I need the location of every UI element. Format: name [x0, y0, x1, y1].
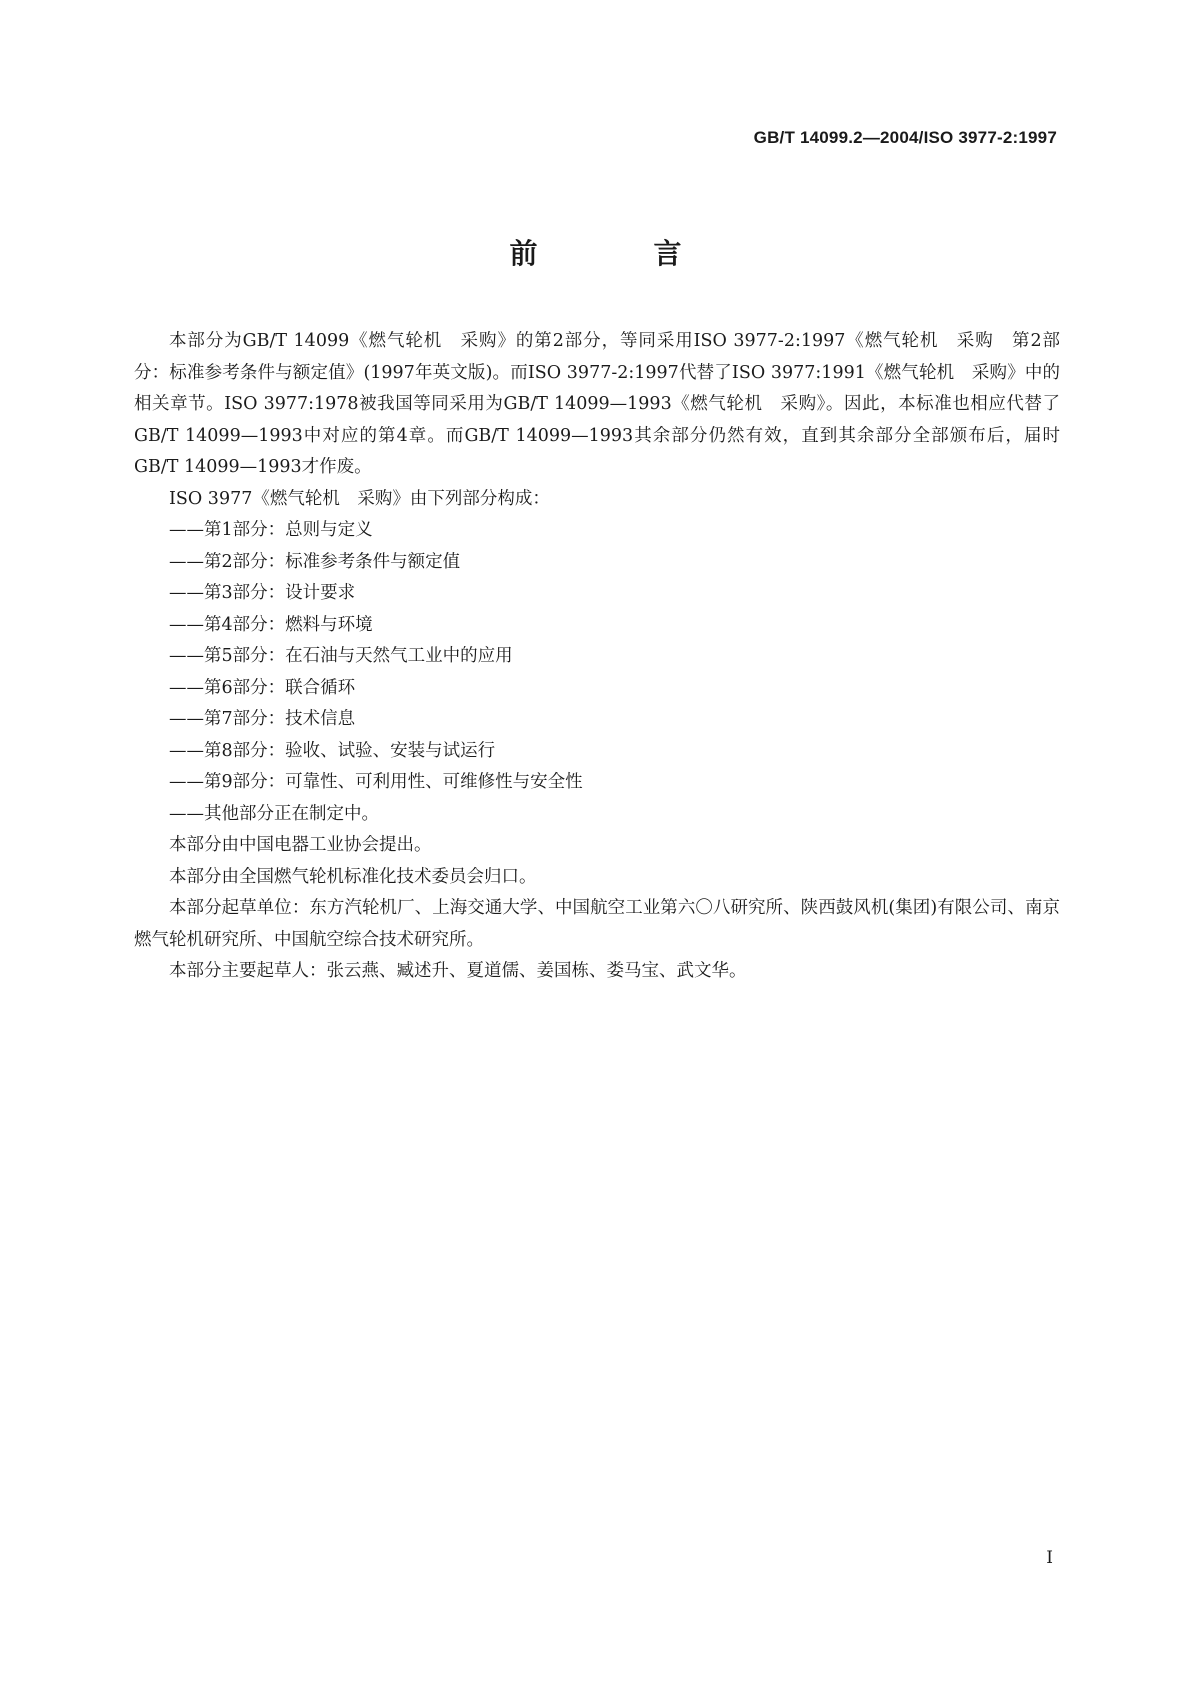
list-item: ——第4部分：燃料与环境: [169, 614, 373, 635]
list-item: ——第8部分：验收、试验、安装与试运行: [169, 740, 496, 761]
list-item: ——第1部分：总则与定义: [169, 520, 373, 540]
list-item: ——第6部分：联合循环: [169, 677, 356, 698]
parts-list: [134, 515, 1060, 830]
drafters-paragraph: 本部分主要起草人：张云燕、臧述升、夏道儒、姜国栋、娄马宝、武文华。: [169, 961, 747, 981]
intro-paragraph-1: 本部分为GB/T 14099《燃气轮机 采购》的第2部分，等同采用ISO 3977-2:1997《燃气轮机 采购 第2部分：标准参考条件与额定值》(1997年英文版)。而ISO 3977-2:1997代替了ISO 3977:1991《燃气轮机 采购》中的相关章节。ISO 3977:1978被我国等同采用为GB/T 14099—1993《燃气轮机 采购》。因此，本标准也相应代替了GB/T 14099—1993中对应的第4章。而GB/T 14099—1993其余部分仍然有效，直到其余部分全部颁布后，届时GB/T 14099—1993才作废。: [134, 331, 1060, 477]
drafting-units-paragraph: 本部分起草单位：东方汽轮机厂、上海交通大学、中国航空工业第六〇八研究所、陕西鼓风机(集团)有限公司、南京燃气轮机研究所、中国航空综合技术研究所。: [134, 898, 1060, 950]
list-item: ——第3部分：设计要求: [169, 583, 356, 603]
list-item: ——第5部分：在石油与天然气工业中的应用: [169, 646, 513, 666]
page-title: 前 言: [509, 237, 726, 270]
intro-paragraph-2: ISO 3977《燃气轮机 采购》由下列部分构成：: [169, 488, 550, 509]
list-item: ——第2部分：标准参考条件与额定值: [169, 551, 461, 572]
page-number: I: [1046, 1548, 1053, 1568]
proposer-paragraph: 本部分由中国电器工业协会提出。: [169, 835, 432, 855]
list-item: ——第9部分：可靠性、可利用性、可维修性与安全性: [169, 772, 583, 792]
standard-code-header: GB/T 14099.2—2004/ISO 3977-2:1997: [753, 128, 1057, 147]
committee-paragraph: 本部分由全国燃气轮机标准化技术委员会归口。: [169, 866, 537, 887]
list-item: ——其他部分正在制定中。: [169, 803, 379, 824]
list-item: ——第7部分：技术信息: [169, 709, 356, 729]
document-body: [134, 326, 1060, 988]
